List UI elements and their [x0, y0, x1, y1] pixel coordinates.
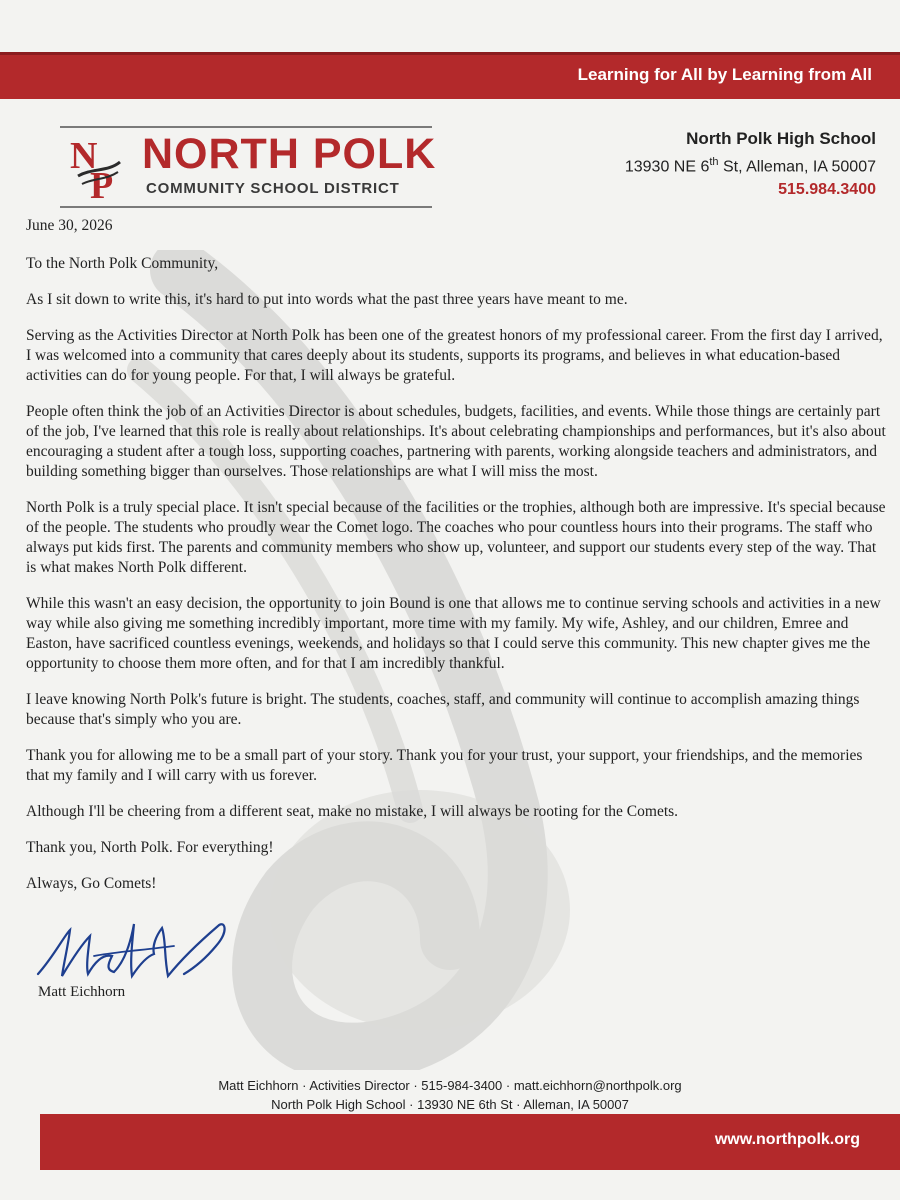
letter-date: June 30, 2026	[26, 217, 113, 234]
handwritten-signature-icon	[34, 916, 244, 986]
school-address: 13930 NE 6th St, Alleman, IA 50007	[624, 156, 876, 176]
paragraph: As I sit down to write this, it's hard to put into words what the past three years have meant to me.	[26, 291, 628, 308]
signer-name: Matt Eichhorn	[38, 984, 126, 1000]
school-phone: 515.984.3400	[778, 181, 876, 199]
closing: Always, Go Comets!	[26, 875, 157, 892]
bottom-banner	[40, 1114, 900, 1170]
salutation: To the North Polk Community,	[26, 255, 219, 272]
contact-line: Matt Eichhorn · Activities Director · 515-984-3400 · matt.eichhorn@northpolk.org	[218, 1078, 682, 1093]
paragraph: Serving as the Activities Director at North Polk has been one of the greatest honors of my professional career. From the first day I arrived, I was welcomed into a community that cares deeply about its students, supports its programs, and believes in what education-based activities can do for young people. For that, I will always be grateful.	[26, 327, 883, 384]
footer-contact	[0, 1076, 900, 1114]
paragraph: While this wasn't an easy decision, the opportunity to join Bound is one that allows me to continue serving schools and activities in a new way while also giving me something incredibly important, more time with my family. My wife, Ashley, and our children, Emree and Easton, have sacrificed countless evenings, weekends, and holidays so that I could serve this community. This new chapter gives me the opportunity to choose them more often, and for that I am incredibly thankful.	[26, 595, 881, 672]
school-info	[625, 128, 876, 201]
paragraph: Thank you for allowing me to be a small part of your story. Thank you for your trust, your support, your friendships, and the memories that my family and I will carry with us forever.	[26, 747, 863, 784]
school-name: North Polk High School	[686, 129, 876, 148]
district-logo	[60, 126, 437, 208]
top-banner	[0, 52, 900, 99]
paragraph: People often think the job of an Activities Director is about schedules, budgets, facilities, and events. While those things are certainly part of the job, I've learned that this role is really about relationships. It's about celebrating championships and performances, but it's also about encouraging a student after a tough loss, supporting coaches, partnering with parents, working alongside teachers and administrators, and building something bigger than ourselves. Those relationships are what I will miss the most.	[26, 403, 886, 480]
district-subtitle: COMMUNITY SCHOOL DISTRICT	[146, 180, 400, 197]
paragraph: I leave knowing North Polk's future is bright. The students, coaches, staff, and community will continue to accomplish amazing things because that's simply who you are.	[26, 691, 860, 728]
svg-text:N: N	[70, 135, 98, 177]
district-tagline: Learning for All by Learning from All	[577, 65, 872, 84]
address-line: North Polk High School · 13930 NE 6th St · Alleman, IA 50007	[271, 1097, 629, 1112]
website-link[interactable]: www.northpolk.org	[714, 1131, 860, 1148]
svg-text:P: P	[90, 165, 114, 202]
paragraph: Although I'll be cheering from a different seat, make no mistake, I will always be rooting for the Comets.	[26, 803, 679, 820]
letter-body	[26, 216, 888, 910]
np-comet-logo-icon	[68, 132, 128, 202]
paragraph: Thank you, North Polk. For everything!	[26, 839, 274, 856]
paragraph: North Polk is a truly special place. It isn't special because of the facilities or the trophies, although both are impressive. It's special because of the people. The students who proudly wear the Comet logo. The coaches who pour countless hours into their programs. The staff who always put kids first. The parents and community members who show up, volunteer, and support our students every step of the way. That is what makes North Polk different.	[26, 499, 886, 576]
district-name: NORTH POLK	[142, 130, 437, 178]
